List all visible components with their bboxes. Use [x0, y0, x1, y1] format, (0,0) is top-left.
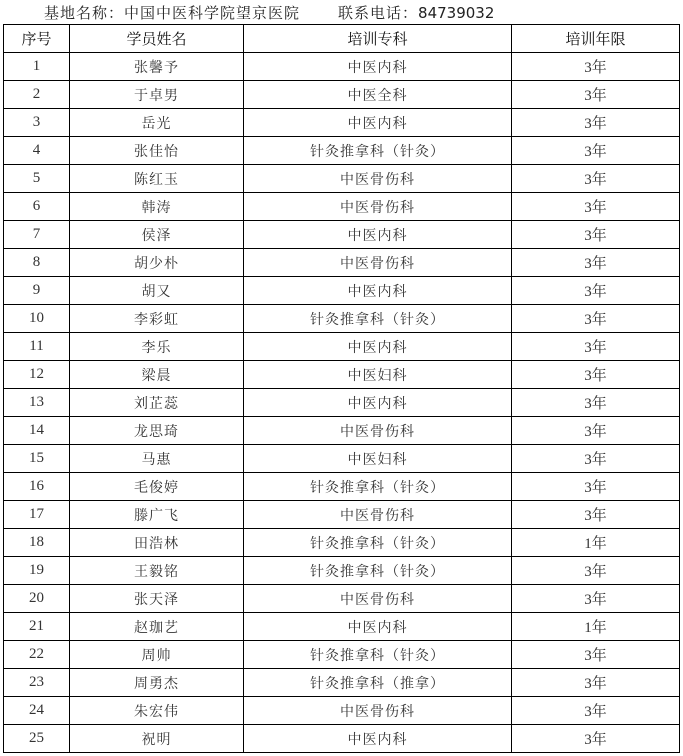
- cell-trainee-name: 毛俊婷: [70, 473, 244, 501]
- cell-index: 6: [4, 193, 70, 221]
- cell-specialty: 中医妇科: [244, 361, 512, 389]
- cell-index: 22: [4, 641, 70, 669]
- cell-trainee-name: 张馨予: [70, 53, 244, 81]
- cell-trainee-name: 陈红玉: [70, 165, 244, 193]
- cell-index: 19: [4, 557, 70, 585]
- table-row: [4, 333, 680, 361]
- table-row: [4, 389, 680, 417]
- cell-specialty: 中医骨伤科: [244, 249, 512, 277]
- cell-specialty: 针灸推拿科（针灸）: [244, 529, 512, 557]
- table-row: [4, 585, 680, 613]
- cell-index: 2: [4, 81, 70, 109]
- cell-trainee-name: 马惠: [70, 445, 244, 473]
- cell-duration: 3年: [512, 109, 680, 137]
- cell-specialty: 中医内科: [244, 333, 512, 361]
- cell-trainee-name: 韩涛: [70, 193, 244, 221]
- cell-specialty: 中医骨伤科: [244, 417, 512, 445]
- column-header-name: 学员姓名: [70, 25, 244, 53]
- table-row: [4, 417, 680, 445]
- column-header-index: 序号: [4, 25, 70, 53]
- cell-trainee-name: 田浩林: [70, 529, 244, 557]
- cell-specialty: 中医骨伤科: [244, 193, 512, 221]
- cell-specialty: 中医骨伤科: [244, 501, 512, 529]
- cell-trainee-name: 于卓男: [70, 81, 244, 109]
- cell-duration: 3年: [512, 501, 680, 529]
- cell-specialty: 中医骨伤科: [244, 585, 512, 613]
- phone-label: 联系电话：: [338, 4, 419, 22]
- cell-duration: 3年: [512, 165, 680, 193]
- cell-duration: 3年: [512, 585, 680, 613]
- cell-index: 7: [4, 221, 70, 249]
- table-row: [4, 81, 680, 109]
- cell-trainee-name: 周勇杰: [70, 669, 244, 697]
- cell-duration: 3年: [512, 389, 680, 417]
- cell-specialty: 针灸推拿科（针灸）: [244, 137, 512, 165]
- base-name-text: 基地名称：中国中医科学院望京医院: [44, 4, 301, 22]
- table-row: [4, 53, 680, 81]
- table-row: [4, 641, 680, 669]
- cell-duration: 3年: [512, 81, 680, 109]
- cell-duration: 3年: [512, 137, 680, 165]
- cell-duration: 3年: [512, 669, 680, 697]
- cell-specialty: 中医内科: [244, 109, 512, 137]
- cell-index: 3: [4, 109, 70, 137]
- table-row: [4, 249, 680, 277]
- cell-trainee-name: 赵珈艺: [70, 613, 244, 641]
- table-row: [4, 361, 680, 389]
- cell-index: 16: [4, 473, 70, 501]
- cell-trainee-name: 滕广飞: [70, 501, 244, 529]
- cell-index: 15: [4, 445, 70, 473]
- cell-specialty: 中医内科: [244, 613, 512, 641]
- table-row: [4, 613, 680, 641]
- cell-duration: 3年: [512, 417, 680, 445]
- cell-specialty: 针灸推拿科（针灸）: [244, 305, 512, 333]
- cell-duration: 3年: [512, 193, 680, 221]
- cell-index: 24: [4, 697, 70, 725]
- cell-duration: 3年: [512, 277, 680, 305]
- table-row: [4, 697, 680, 725]
- cell-index: 8: [4, 249, 70, 277]
- table-row: [4, 193, 680, 221]
- cell-specialty: 中医全科: [244, 81, 512, 109]
- cell-specialty: 中医妇科: [244, 445, 512, 473]
- cell-trainee-name: 祝明: [70, 725, 244, 753]
- table-row: [4, 109, 680, 137]
- cell-index: 9: [4, 277, 70, 305]
- cell-index: 17: [4, 501, 70, 529]
- cell-trainee-name: 王毅铭: [70, 557, 244, 585]
- cell-duration: 3年: [512, 305, 680, 333]
- cell-specialty: 中医骨伤科: [244, 165, 512, 193]
- trainee-table: [3, 24, 680, 753]
- cell-specialty: 针灸推拿科（针灸）: [244, 641, 512, 669]
- cell-index: 11: [4, 333, 70, 361]
- table-row: [4, 277, 680, 305]
- cell-specialty: 中医内科: [244, 389, 512, 417]
- table-row: [4, 165, 680, 193]
- cell-index: 14: [4, 417, 70, 445]
- cell-specialty: 针灸推拿科（推拿）: [244, 669, 512, 697]
- cell-index: 20: [4, 585, 70, 613]
- cell-duration: 3年: [512, 53, 680, 81]
- cell-duration: 3年: [512, 557, 680, 585]
- cell-duration: 3年: [512, 249, 680, 277]
- cell-index: 12: [4, 361, 70, 389]
- cell-trainee-name: 朱宏伟: [70, 697, 244, 725]
- cell-index: 21: [4, 613, 70, 641]
- cell-index: 4: [4, 137, 70, 165]
- cell-specialty: 中医内科: [244, 725, 512, 753]
- table-body: [4, 53, 680, 753]
- column-header-duration: 培训年限: [512, 25, 680, 53]
- cell-trainee-name: 张佳怡: [70, 137, 244, 165]
- cell-trainee-name: 刘芷蕊: [70, 389, 244, 417]
- document-header: [44, 2, 494, 24]
- cell-duration: 3年: [512, 641, 680, 669]
- cell-trainee-name: 岳光: [70, 109, 244, 137]
- cell-index: 1: [4, 53, 70, 81]
- table-row: [4, 501, 680, 529]
- cell-duration: 3年: [512, 697, 680, 725]
- cell-duration: 3年: [512, 445, 680, 473]
- cell-duration: 3年: [512, 473, 680, 501]
- table-row: [4, 557, 680, 585]
- table-header-row: [4, 25, 680, 53]
- table-row: [4, 221, 680, 249]
- cell-trainee-name: 胡又: [70, 277, 244, 305]
- cell-trainee-name: 张天泽: [70, 585, 244, 613]
- phone-number: 84739032: [418, 4, 495, 22]
- cell-specialty: 中医内科: [244, 221, 512, 249]
- cell-trainee-name: 梁晨: [70, 361, 244, 389]
- cell-trainee-name: 周帅: [70, 641, 244, 669]
- table-row: [4, 305, 680, 333]
- table-row: [4, 445, 680, 473]
- cell-trainee-name: 侯泽: [70, 221, 244, 249]
- cell-duration: 3年: [512, 333, 680, 361]
- cell-specialty: 针灸推拿科（针灸）: [244, 473, 512, 501]
- cell-duration: 1年: [512, 613, 680, 641]
- table-row: [4, 473, 680, 501]
- table-row: [4, 725, 680, 753]
- cell-index: 13: [4, 389, 70, 417]
- table-row: [4, 669, 680, 697]
- cell-trainee-name: 胡少朴: [70, 249, 244, 277]
- cell-duration: 3年: [512, 361, 680, 389]
- cell-specialty: 针灸推拿科（针灸）: [244, 557, 512, 585]
- cell-specialty: 中医内科: [244, 277, 512, 305]
- cell-index: 5: [4, 165, 70, 193]
- cell-index: 23: [4, 669, 70, 697]
- cell-specialty: 中医内科: [244, 53, 512, 81]
- cell-duration: 3年: [512, 725, 680, 753]
- cell-index: 25: [4, 725, 70, 753]
- cell-specialty: 中医骨伤科: [244, 697, 512, 725]
- cell-duration: 1年: [512, 529, 680, 557]
- cell-trainee-name: 龙思琦: [70, 417, 244, 445]
- cell-trainee-name: 李乐: [70, 333, 244, 361]
- table-row: [4, 529, 680, 557]
- cell-index: 18: [4, 529, 70, 557]
- column-header-specialty: 培训专科: [244, 25, 512, 53]
- cell-index: 10: [4, 305, 70, 333]
- cell-duration: 3年: [512, 221, 680, 249]
- table-row: [4, 137, 680, 165]
- cell-trainee-name: 李彩虹: [70, 305, 244, 333]
